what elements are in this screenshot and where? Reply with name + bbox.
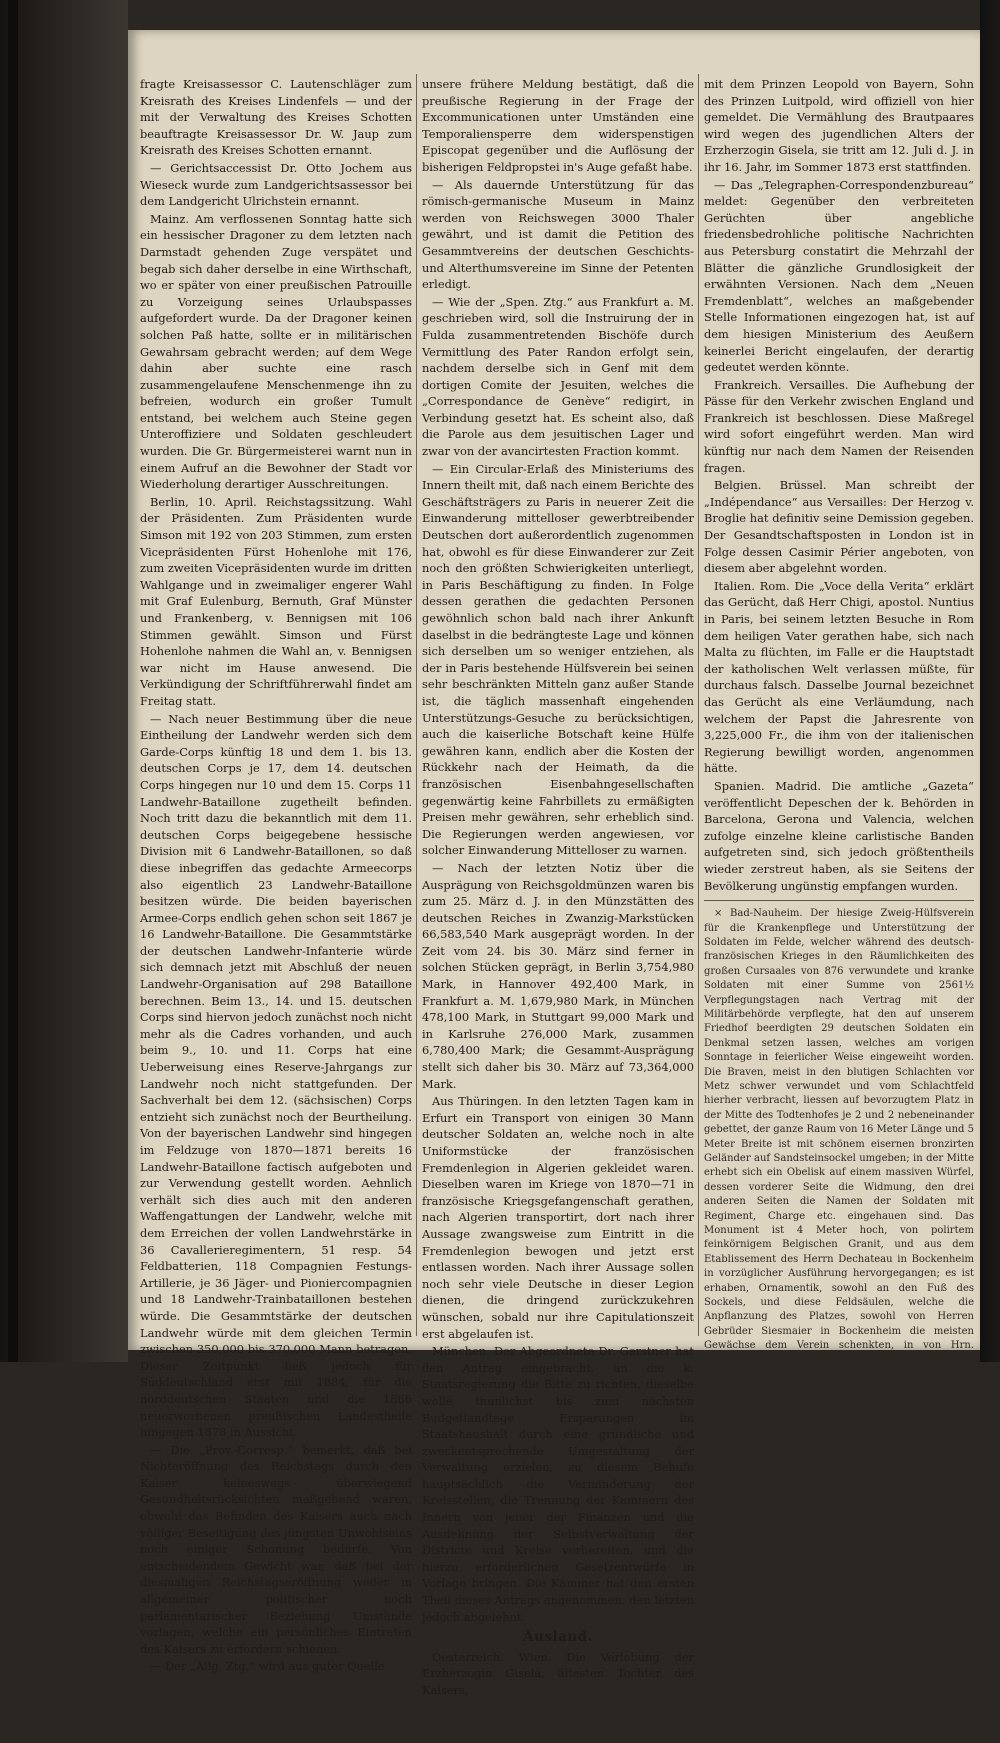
article-paragraph: fragte Kreisassessor C. Lautenschläger zum Kreisrath des Kreises Lindenfels — und der mit der Verwaltung des Kreises Schotten beauftragte Kreisassessor Dr. W. Jaup zum Kreisrath des Kreises Schotten ernannt. [140,77,412,158]
article-paragraph: Italien. Rom. Die „Voce della Verita“ erklärt das Gerücht, daß Herr Chigi, apostol. Nuntius in Paris, bei seinem letzten Besuche in Rom dem heiligen Vater gerathen habe, sich nach Malta zu flüchten, im Falle er die Hauptstadt der katholischen Welt verlassen müßte, für durchaus falsch. Dasselbe Journal bezeichnet das Gerücht als eine Verläumdung, nach welchem der Papst die Jahresrente von 3,225,000 Fr., die ihm von der italienischen Regierung bewilligt worden, angenommen hätte. [704,578,974,776]
article-paragraph: — Gerichtsaccessist Dr. Otto Jochem aus Wieseck wurde zum Landgerichtsassessor bei dem Landgericht Ulrichstein ernannt. [140,160,412,209]
column-rule [416,74,417,1336]
article-paragraph: Berlin, 10. April. Reichstagssitzung. Wahl der Präsidenten. Zum Präsidenten wurde Simson mit 192 von 203 Stimmen, zum ersten Vicepräsidenten Fürst Hohenlohe mit 176, zum zweiten Vicepräsidenten wurde im dritten Wahlgange und in zweimaliger engerer Wahl mit Graf Eulenburg, Bernuth, Graf Münster und Frankenberg, v. Bennigsen mit 106 Stimmen gewählt. Simson und Fürst Hohenlohe nahmen die Wahl an, v. Bennigsen war nicht im Hause anwesend. Die Verkündigung der Schriftführerwahl findet am Freitag statt. [140,494,412,708]
article-paragraph: — Das „Telegraphen-Correspondenzbureau“ meldet: Gegenüber den verbreiteten Gerüchten über angebliche friedensbedrohliche politische Nachrichten aus Petersburg constatirt die Mehrzahl der Blätter die gänzliche Grundlosigkeit der erwähnten Versionen. Nach dem „Neuen Fremdenblatt“, welches an maßgebender Stelle Informationen eingezogen hat, ist auf dem hiesigen Ministerium des Aeußern keinerlei Bericht eingelaufen, der derartig gedeutet werden könnte. [704,177,974,375]
article-paragraph: — Nach neuer Bestimmung über die neue Eintheilung der Landwehr werden sich dem Garde-Corps künftig 18 und dem 1. bis 13. deutschen Corps je 17, dem 14. deutschen Corps hingegen nur 10 und dem 15. Corps 11 Landwehr-Bataillone zugetheilt befinden. Noch tritt dazu die bekanntlich mit dem 11. deutschen Corps beigegebene hessische Division mit 6 Landwehr-Bataillonen, so daß diese inbegriffen das gedachte Armeecorps also eigentlich 23 Landwehr-Bataillone besitzen würde. Die beiden bayerischen Armee-Corps endlich gehen schon seit 1867 je 16 Landwehr-Bataillone. Die Gesammtstärke der deutschen Landwehr-Infanterie würde sich demnach jetzt mit Abschluß der neuen Landwehr-Organisation auf 298 Bataillone berechnen. Beim 13., 14. und 15. deutschen Corps sind hiervon jedoch zunächst noch nicht mehr als die Cadres vorhanden, und auch beim 9., 10. und 11. Corps hat eine Ueberweisung eines Reserve-Jahrgangs zur Landwehr noch nicht stattgefunden. Der Sachverhalt bei dem 12. (sächsischen) Corps entzieht sich zunächst noch der Beurtheilung. Von der bayerischen Landwehr sind hingegen im Feldzuge von 1870—1871 bereits 16 Landwehr-Bataillone factisch aufgeboten und zur Verwendung gestellt worden. Aehnlich verhält sich dies auch mit den anderen Waffengattungen der Landwehr, welche mit dem Erreichen der vollen Landwehrstärke in 36 Cavallerieregimentern, 51 resp. 54 Feldbatterien, 118 Compagnien Festungs-Artillerie, je 36 Jäger- und Pioniercompagnien und 18 Landwehr-Trainbataillonen bestehen würde. Die Gesammtstärke der deutschen Landwehr würde mit dem gleichen Termin zwischen 350,000 bis 370,000 Mann betragen. Dieser Zeitpunkt ließ jedoch für Süddeutschland erst mit 1884, für die norddeutschen Staaten und die 1866 neuerworbenen preußischen Landestheile hingegen 1878 in Aussicht. [140,711,412,1440]
article-paragraph: unsere frühere Meldung bestätigt, daß die preußische Regierung in der Frage der Excommunicationen unter Umständen eine Temporaliensperre dem widerspenstigen Episcopat gegenüber und die Auflösung der bisherigen Feldpropstei in's Auge gefaßt habe. [422,77,694,174]
article-paragraph: — Die „Prov.-Corresp.“ bemerkt, daß bei Nichteröffnung des Reichstags durch den Kaiser keineswegs überwiegend Gesundheitsrücksichten maßgebend waren, obwohl das Befinden des Kaisers auch nach völliger Beseitigung des jüngsten Unwohlseins noch einiger Schonung bedürfe. Von entscheidendem Gewicht war, daß bei der diesmaligen Reichstagseröffnung weder in allgemeiner politischer noch parlamentarischer Beziehung Umstände vorlagen, welche ein persönliches Eintreten des Kaisers zu erfordern schienen. [140,1442,412,1656]
article-paragraph: Aus Thüringen. In den letzten Tagen kam in Erfurt ein Transport von einigen 30 Mann deutscher Soldaten an, welche noch in alte Uniformstücke der französischen Fremdenlegion in Algerien gekleidet waren. Dieselben waren im Kriege von 1870—71 in französische Kriegsgefangenschaft gerathen, nach Algerien transportirt, dort nach ihrer Aussage zwangsweise zum Eintritt in die Fremdenlegion bewogen und jetzt erst entlassen worden. Nach ihrer Aussage sollen noch sehr viele Deutsche in dieser Legion dienen, die dringend zurückzukehren wünschen, sobald nur ihre Capitulationszeit erst abgelaufen ist. [422,1094,694,1341]
article-paragraph: — Wie der „Spen. Ztg.“ aus Frankfurt a. M. geschrieben wird, soll die Instruirung der in Fulda zusammentretenden Bischöfe durch Vermittlung des Pater Randon erfolgt sein, nachdem derselbe sich in Genf mit dem dortigen Comite der Jesuiten, welches die „Correspondance de Genève“ redigirt, in Verbindung gesetzt hat. Es scheint also, daß die Parole aus dem jesuitischen Lager und zwar von der avancirtesten Fraction kommt. [422,294,694,459]
page-edge [980,0,1000,1362]
column-rule [698,74,699,1336]
article-paragraph: — Ein Circular-Erlaß des Ministeriums des Innern theilt mit, daß nach einem Berichte des Geschäftsträgers zu Paris in neuerer Zeit die Einwanderung mittelloser gewerbtreibender Deutschen dort außerordentlich zugenommen hat, obwohl es für diese Einwanderer zur Zeit noch den größten Schwierigkeiten unterliegt, in Paris Beschäftigung zu finden. In Folge dessen gerathen die gedachten Personen gewöhnlich schon bald nach ihrer Ankunft daselbst in die bedrängteste Lage und können sich derselben um so weniger entziehen, als der in Paris bestehende Hülfsverein bei seinen sehr beschränkten Mitteln ganz außer Stande ist, die täglich massenhaft eingehenden Unterstützungs-Gesuche zu berücksichtigen, auch die kaiserliche Botschaft keine Hülfe gewähren kann, endlich aber die Kosten der Rückkehr nach der Heimath, da die französischen Eisenbahngesellschaften gegenwärtig keine Fahrbillets zu ermäßigten Preisen mehr gewähren, sehr erheblich sind. Die Regierungen werden angewiesen, vor solcher Einwanderung Mittelloser zu warnen. [422,461,694,858]
section-heading: Ausland. [523,1629,593,1646]
book-binding [0,0,128,1362]
section-divider [704,900,974,901]
column-2 [422,76,694,1697]
article-paragraph: Spanien. Madrid. Die amtliche „Gazeta“ veröffentlicht Depeschen der k. Behörden in Barcelona, Gerona und Valencia, welchen zufolge einzelne kleine carlistische Banden aufgetreten sind, sich jedoch größtentheils wieder zerstreut haben, als sie Seitens der Bevölkerung ungünstig empfangen wurden. [704,778,974,893]
article-paragraph: — Der „Allg. Ztg.“ wird aus guter Quelle [150,1659,385,1674]
article-paragraph: Mainz. Am verflossenen Sonntag hatte sich ein hessischer Dragoner zu dem letzten nach Darmstadt gehenden Zuge verspätet und begab sich daher derselbe in eine Wirthschaft, wo er später von einer preußischen Patrouille zu Vorzeigung seines Urlaubspasses aufgefordert wurde. Da der Dragoner keinen solchen Paß hatte, sollte er in militärischen Gewahrsam gebracht werden; auf dem Wege dahin aber suchte eine rasch zusammengelaufene Menschenmenge ihn zu befreien, wodurch ein großer Tumult entstand, bei welchem auch Steine gegen Unteroffiziere und Soldaten geschleudert wurden. Die Gr. Bürgermeisterei warnt nun in einem Aufruf an die Bewohner der Stadt vor Wiederholung derartiger Ausschreitungen. [140,211,412,492]
column-3 [704,76,974,1741]
article-paragraph: — Als dauernde Unterstützung für das römisch-germanische Museum in Mainz werden von Reichswegen 3000 Thaler gewährt, und ist damit die Petition des Gesammtvereins der deutschen Geschichts- und Alterthumsvereine im Sinne der Petenten erledigt. [422,177,694,292]
article-paragraph: × Bad-Nauheim. Der hiesige Zweig-Hülfsverein für die Krankenpflege und Unterstützung der Soldaten im Felde, welcher während des deutsch-französischen Krieges in den Räumlichkeiten des großen Cursaales von 876 verwundete und kranke Soldaten mit einer Summe von 2561½ Verpflegungstagen nach Vertrag mit der Militärbehörde verpflegte, hat den auf unserem Friedhof beerdigten 29 deutschen Soldaten ein Denkmal setzen lassen, welches am vorigen Sonntage in feierlicher Weise eingeweiht worden. Die Braven, meist in den blutigen Schlachten vor Metz schwer verwundet und vom Schlachtfeld hierher verbracht, liessen auf bevorzugtem Platz in der Mitte des Todtenhofes je 2 und 2 nebeneinander gebettet, der ganze Raum von 16 Meter Länge und 5 Meter Breite ist mit schönem eisernen bronzirten Geländer auf Sandsteinsockel umgeben; in der Mitte erhebt sich ein Obelisk auf einem massiven Würfel, dessen vorderer Seite die Widmung, den drei anderen Seiten die Namen der Soldaten mit Regiment, Charge etc. eingehauen sind. Das Monument ist 4 Meter hoch, von polirtem feinkörnigem Belgischen Granit, und aus dem Etablissement des Herrn Dechateau in Bockenheim in vorzüglicher Ausführung hervorgegangen; es ist erhaben, Ornamentik, sowohl an den Fuß des Sockels, und diese Feldsäulen, welche die Anpflanzung des Platzes, sowohl von Herren Gebrüder Siesmaier in Bockenheim die meisten Gewächse dem Verein schenkten, in von Hrn. Kunstgärtner Ottermeier daselbst auf das Geschmackvollste ausgeführt. Jedes Grab ist durch ein Sandsteinkreuz mit beiderseitiger Nummer gekennzeichnet, und dieser Nummer entsprechend findet man den mit gleicher Nummer versehenen Namen des Verblichenen auf den Seiten des Würfels. Das ganze Grabmal ist in seiner ruhigen, sehr geschmackvollen Ausführung eine wahre Zierde unseres Friedhofs und ein würdiger Gedenkstein an die glorreichen Thaten der Gefallenen, welche im Kampfe für das Vaterland ihr Leben so freudig ließen. Es war am Einweihungstage in den vier Ecken des Geländers geschmückt mit vier deutschen Fahnen, welche den Trauerflor trugen, und der Obelisk, sowie die vier Ecken des Würfels waren mit je einem Lorbeerkranz umwunden. — Um 3 Uhr Nachmittags setzte sich der Festzug von der Trinkhalle in folgender Ordnung in Bewegung: Zwei Veteranen aus der Zeit der deutschen Freiheitskriege; Nauheimer Soldaten auf Urlaub, Reservisten und Landwehrleute (63 Mann); die Geistlichkeit mit dem Vorstand des hiesigen und einer Deputation des Friedberger Hülfsvereins und dem Stadtrath; die freiwilligen Pflegerinnen; die freiwillige Sanitätsmannschaft; der Gesangverein Concordia; der Gesangverein Frohsinn; der Turnverein; die übrige Einwohnerschaft. [704,908,974,1741]
article-paragraph: — Nach der letzten Notiz über die Ausprägung von Reichsgoldmünzen waren bis zum 25. März d. J. in den Münzstätten des deutschen Reiches in Zwanzig-Markstücken 66,583,540 Mark ausgeprägt worden. In der Zeit vom 24. bis 30. März sind ferner in solchen Stücken geprägt, in Berlin 3,754,980 Mark, in Hannover 492,400 Mark, in Frankfurt a. M. 1,679,980 Mark, in München 478,100 Mark, in Stuttgart 99,000 Mark und in Karlsruhe 276,000 Mark, zusammen 6,780,400 Mark; die Gesammt-Ausprägung stellt sich daher bis 30. März auf 73,364,000 Mark. [422,860,694,1091]
article-paragraph: Oesterreich. Wien. Die Verlobung der Erzherzogin Gisela, ältesten Tochter des Kaisers, [422,1649,694,1697]
article-paragraph: Belgien. Brüssel. Man schreibt der „Indépendance“ aus Versailles: Der Herzog v. Broglie hat definitiv seine Demission gegeben. Der Gesandtschaftsposten in London ist in Folge dessen Casimir Périer angeboten, von diesem aber abgelehnt worden. [704,478,974,576]
article-paragraph: München. Der Abgeordnete Dr. Gerstner hat den Antrag eingebracht, an die k. Staatsregierung die Bitte zu richten, dieselbe wolle thunlichst bis zum nächsten Budgetlandtage Ersparungen im Staatshaushalt durch eine gründliche und zweckentsprechende Umgestaltung der Verwaltung erzielen, zu diesem Behufe hauptsächlich die Verminderung der Kreisstellen, die Trennung der Kammern des Innern von jener der Finanzen und die Ausdehnung der Selbstverwaltung der Districte und Kreise vorbereiten, und die hierzu erforderlichen Gesetzentwürfe in Vorlage bringen. Die Kammer hat den ersten Theil dieses Antrags angenommen, den letzten jedoch abgelehnt. [422,1344,694,1624]
article-paragraph: mit dem Prinzen Leopold von Bayern, Sohn des Prinzen Luitpold, wird offiziell von hier gemeldet. Die Vermählung des Brautpaares wird wegen des jugendlichen Alters der Erzherzogin Gisela, sie tritt am 12. Juli d. J. in ihr 16. Jahr, im Sommer 1873 erst stattfinden. [704,77,974,174]
book-spine [8,0,18,1362]
article-paragraph: Frankreich. Versailles. Die Aufhebung der Pässe für den Verkehr zwischen England und Frankreich ist beschlossen. Diese Maßregel wird sofort eingeführt werden. Man wird künftig nur nach dem Namen der Reisenden fragen. [704,377,974,475]
column-1 [140,76,412,1674]
newspaper-page [128,30,980,1741]
